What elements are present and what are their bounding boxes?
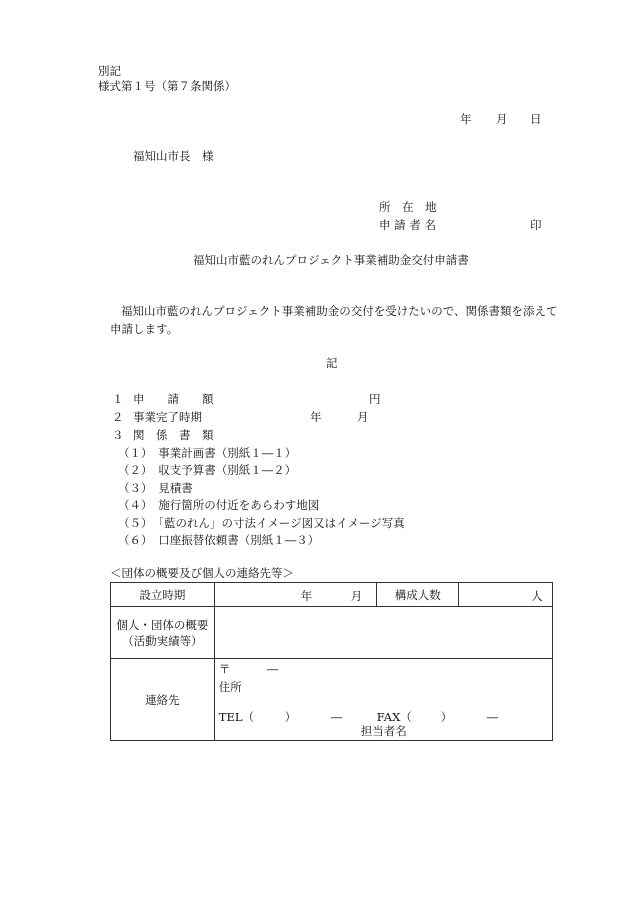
members-label: 構成人数 — [377, 583, 459, 607]
addressee: 福知山市長 様 — [133, 149, 214, 163]
date-day-label: 日 — [530, 112, 542, 126]
item-2-label: 事業完了時期 — [133, 410, 202, 424]
appendix-label: 別記 — [98, 64, 121, 78]
postal-dash: ― — [266, 661, 279, 676]
established-month: 月 — [350, 588, 363, 603]
persons-unit: 人 — [531, 588, 543, 603]
document-item: （５） 「藍のれん」の寸法イメージ図又はイメージ写真 — [118, 516, 405, 530]
form-number: 様式第１号（第７条関係） — [98, 79, 236, 93]
table-row — [111, 659, 553, 741]
fax-label: FAX（ — [376, 709, 412, 724]
date-year-label: 年 — [460, 112, 472, 126]
postal-mark: 〒 — [218, 661, 231, 676]
document-item: （２） 収支予算書（別紙１―２） — [118, 463, 297, 477]
fax-dash: ― — [486, 709, 499, 724]
item-2-number: ２ — [112, 410, 124, 424]
fax-close: ） — [440, 709, 453, 724]
organization-info-table — [110, 582, 553, 741]
body-text-line-1: 福知山市藍のれんプロジェクト事業補助金の交付を受けたいので、関係書類を添えて — [121, 304, 558, 318]
overview-label-line-2: （活動実績等） — [122, 633, 203, 648]
contact-label: 連絡先 — [111, 659, 215, 741]
overview-label-cell — [111, 607, 215, 659]
item-3-label: 関 係 書 類 — [133, 428, 214, 442]
body-text-line-2: 申請します。 — [110, 322, 179, 336]
item-1-label: 申 請 額 — [133, 392, 214, 406]
table-row — [111, 583, 553, 607]
document-title: 福知山市藍のれんプロジェクト事業補助金交付申請書 — [193, 253, 469, 267]
established-label: 設立時期 — [111, 583, 215, 607]
seal-mark: 印 — [530, 218, 542, 232]
date-month-label: 月 — [496, 112, 508, 126]
tel-dash: ― — [330, 709, 343, 724]
document-item: （３） 見積書 — [118, 481, 193, 495]
item-2-year: 年 — [310, 410, 322, 424]
applicant-name-label: 申 請 者 名 — [379, 218, 436, 232]
overview-value-cell[interactable] — [214, 607, 552, 659]
established-value-cell[interactable] — [214, 583, 377, 607]
applicant-address-label: 所 在 地 — [379, 200, 437, 214]
ki-heading: 記 — [326, 356, 338, 370]
address-label: 住所 — [218, 679, 242, 694]
contact-value-cell[interactable] — [214, 659, 552, 741]
established-year: 年 — [300, 588, 313, 603]
overview-label-line-1: 個人・団体の概要 — [116, 617, 209, 632]
document-item: （１） 事業計画書（別紙１―１） — [118, 446, 297, 460]
document-item: （４） 施行箇所の付近をあらわす地図 — [118, 498, 320, 512]
table-heading: ＜団体の概要及び個人の連絡先等＞ — [110, 566, 294, 580]
tel-close: ） — [284, 709, 297, 724]
item-2-month: 月 — [357, 410, 369, 424]
tel-label: TEL（ — [218, 709, 254, 724]
members-value-cell[interactable] — [459, 583, 553, 607]
document-item: （６） 口座振替依頼書（別紙１―３） — [118, 533, 320, 547]
item-1-number: １ — [112, 392, 124, 406]
person-in-charge-label: 担当者名 — [360, 723, 407, 738]
item-3-number: ３ — [112, 428, 124, 442]
table-row — [111, 607, 553, 659]
item-1-unit: 円 — [369, 392, 381, 406]
